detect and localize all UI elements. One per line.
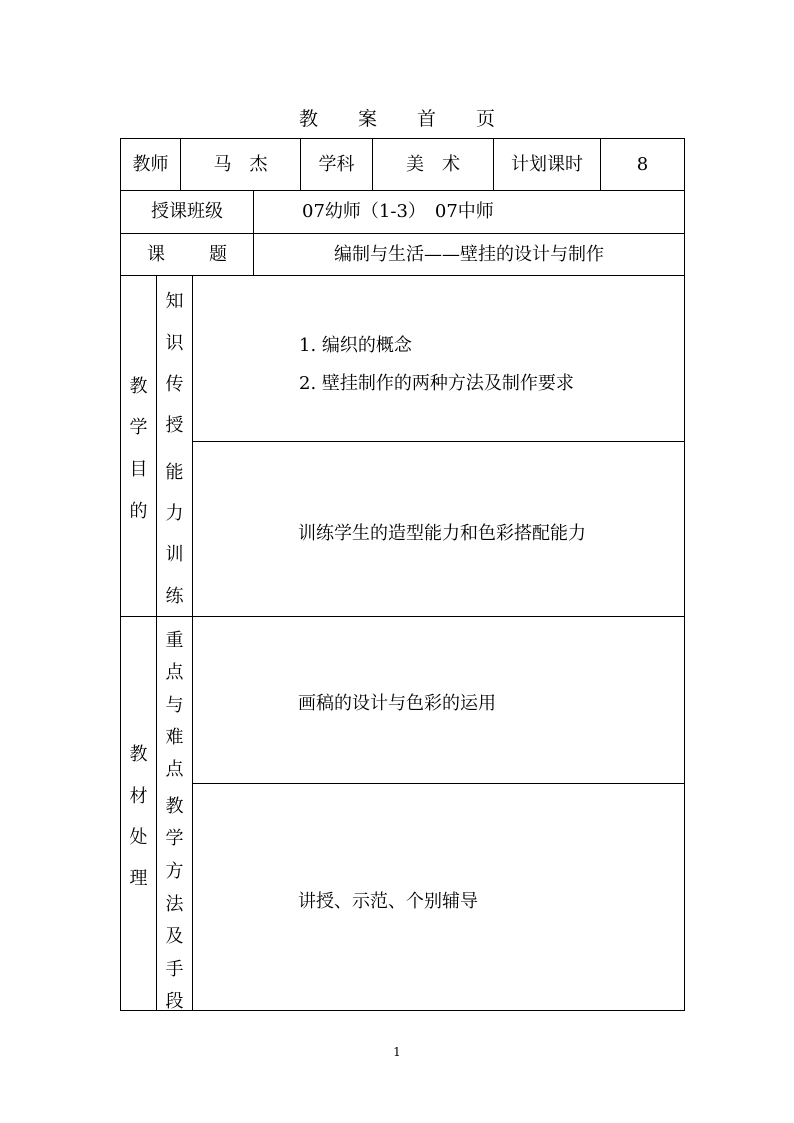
label-char: 手 (165, 959, 184, 980)
table-border-right (684, 138, 685, 1011)
label-char: 及 (165, 926, 184, 947)
knowledge-item: 2. 壁挂制作的两种方法及制作要求 (299, 373, 574, 394)
label-char: 教 (129, 376, 148, 397)
label-char: 训 (165, 544, 184, 565)
label-char: 教 (129, 744, 148, 765)
title-char: 案 (357, 108, 377, 130)
label-char: 传 (165, 374, 184, 395)
label-char: 方 (165, 861, 184, 882)
class-value: 07幼师（1-3） 07中师 (302, 201, 494, 222)
table-border-bottom (120, 1010, 685, 1011)
methods-label (157, 784, 192, 1010)
title-char: 页 (476, 108, 496, 130)
methods-text: 讲授、示范、个别辅导 (298, 891, 478, 912)
row-divider (120, 616, 685, 617)
label-char: 练 (165, 586, 184, 607)
topic-label-right: 题 (209, 243, 227, 265)
goals-group-label (121, 276, 156, 616)
page-number: 1 (393, 1045, 401, 1059)
label-char: 材 (129, 786, 148, 807)
label-char: 点 (165, 759, 184, 780)
row-divider (120, 275, 685, 276)
label-char: 段 (165, 991, 184, 1012)
ability-text: 训练学生的造型能力和色彩搭配能力 (298, 523, 586, 544)
teacher-name: 马 杰 (213, 153, 268, 175)
col-divider (192, 275, 193, 1011)
label-char: 授 (165, 415, 184, 436)
label-char: 难 (165, 727, 184, 748)
label-char: 目 (129, 459, 148, 480)
label-char: 学 (165, 828, 184, 849)
label-char: 的 (129, 501, 148, 522)
label-char: 学 (129, 417, 148, 438)
hours-value: 8 (636, 153, 649, 175)
key-points-text: 画稿的设计与色彩的运用 (298, 693, 496, 714)
hours-label: 计划课时 (511, 153, 583, 175)
materials-group-label (121, 617, 156, 1010)
label-char: 知 (165, 291, 184, 312)
label-char: 识 (165, 333, 184, 354)
knowledge-item: 1. 编织的概念 (299, 335, 412, 356)
label-char: 力 (165, 503, 184, 524)
topic-value: 编制与生活——壁挂的设计与制作 (334, 243, 604, 265)
teacher-label: 教师 (132, 153, 169, 175)
key-points-label (157, 617, 192, 783)
row-divider (192, 783, 685, 784)
row-divider (192, 441, 685, 442)
label-char: 与 (165, 695, 184, 716)
topic-label-left: 课 (147, 243, 165, 265)
label-char: 处 (129, 827, 148, 848)
label-char: 法 (165, 894, 184, 915)
topic-label (121, 234, 253, 275)
label-char: 理 (129, 868, 148, 889)
title-char: 教 (298, 108, 318, 130)
label-char: 点 (165, 662, 184, 683)
subject-value: 美 术 (406, 153, 460, 175)
label-char: 重 (165, 630, 184, 651)
knowledge-label (157, 276, 192, 441)
title-char: 首 (417, 108, 437, 130)
ability-label (157, 442, 192, 616)
class-label: 授课班级 (151, 201, 223, 222)
subject-label: 学科 (318, 153, 355, 175)
label-char: 教 (165, 796, 184, 817)
label-char: 能 (165, 462, 184, 483)
